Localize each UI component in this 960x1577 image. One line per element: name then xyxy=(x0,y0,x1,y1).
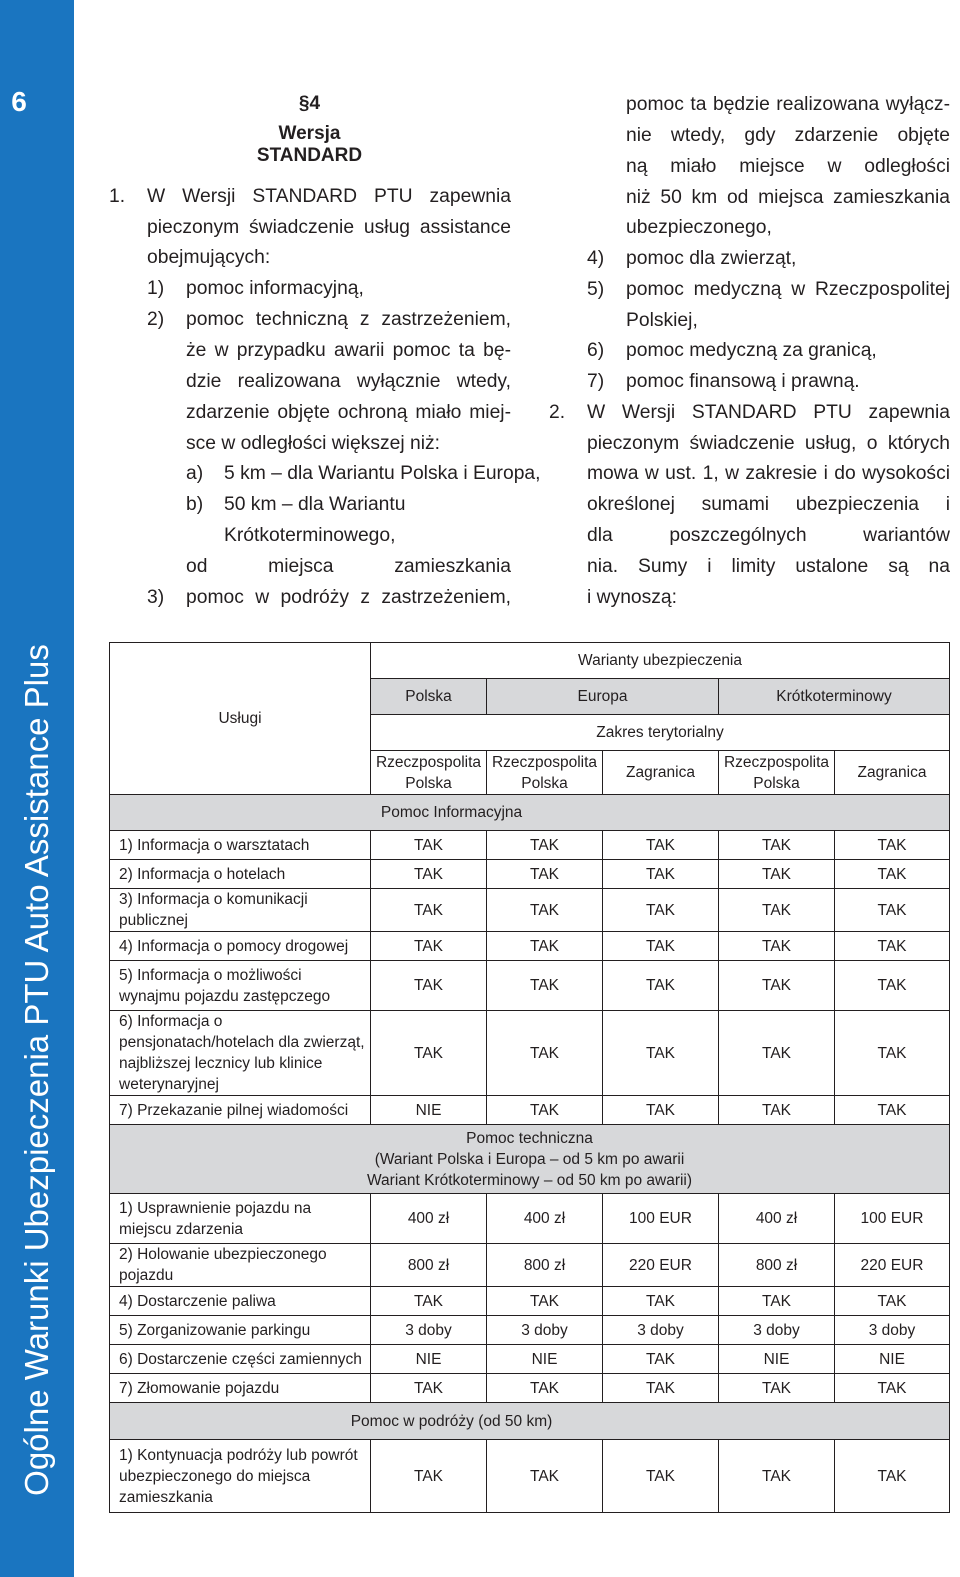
value-cell: 3 doby xyxy=(835,1316,950,1345)
paragraph-line: nie wtedy, gdy zdarzenie objęte xyxy=(626,125,950,146)
value-cell: TAK xyxy=(835,860,950,889)
value-cell: TAK xyxy=(487,889,603,932)
value-cell: TAK xyxy=(371,961,487,1011)
section-title: Wersja STANDARD xyxy=(256,123,363,166)
value-cell: TAK xyxy=(719,932,835,961)
item-marker: 1. xyxy=(109,186,126,207)
value-cell: 100 EUR xyxy=(835,1194,950,1244)
value-cell: 220 EUR xyxy=(835,1244,950,1287)
value-cell: 3 doby xyxy=(603,1316,719,1345)
paragraph-line: że w przypadku awarii pomoc ta bę- xyxy=(186,340,511,361)
paragraph-line: 5 km – dla Wariantu Polska i Europa, xyxy=(224,463,541,484)
value-cell: TAK xyxy=(487,1374,603,1403)
paragraph-line: pomoc medyczną za granicą, xyxy=(626,340,877,361)
value-cell: TAK xyxy=(719,1374,835,1403)
item-marker: 4) xyxy=(587,248,605,269)
section-header: Pomoc Informacyjna xyxy=(110,795,950,831)
services-table xyxy=(109,642,950,1513)
value-cell: NIE xyxy=(719,1345,835,1374)
service-name: 2) Informacja o hotelach xyxy=(110,860,371,889)
value-cell: TAK xyxy=(719,831,835,860)
value-cell: NIE xyxy=(371,1096,487,1125)
sidebar-band xyxy=(0,0,74,1577)
value-cell: 3 doby xyxy=(371,1316,487,1345)
territory-cell: Zagranica xyxy=(603,751,719,795)
value-cell: 800 zł xyxy=(719,1244,835,1287)
paragraph-line: Polskiej, xyxy=(626,310,698,331)
service-name: 2) Holowanie ubezpieczonego pojazdu xyxy=(110,1244,371,1287)
value-cell: TAK xyxy=(487,860,603,889)
value-cell: TAK xyxy=(487,1287,603,1316)
value-cell: NIE xyxy=(835,1345,950,1374)
item-marker: 7) xyxy=(587,371,605,392)
value-cell: TAK xyxy=(603,1011,719,1096)
service-name: 3) Informacja o komunikacji publicznej xyxy=(110,889,371,932)
paragraph-line: zdarzenie objęte ochroną miało miej- xyxy=(186,402,511,423)
paragraph-line: pieczonym świadczenie usług, o których xyxy=(587,433,950,454)
paragraph-line: od miejsca zamieszkania xyxy=(186,556,511,577)
section-number: §4 xyxy=(298,93,321,114)
value-cell: NIE xyxy=(371,1345,487,1374)
paragraph-line: określonej sumami ubezpieczenia i xyxy=(587,494,950,515)
service-name: 1) Informacja o warsztatach xyxy=(110,831,371,860)
paragraph-line: pomoc dla zwierząt, xyxy=(626,248,797,269)
paragraph-line: 50 km – dla Wariantu xyxy=(224,494,406,515)
paragraph-line: dla poszczególnych wariantów xyxy=(587,525,950,546)
value-cell: 100 EUR xyxy=(603,1194,719,1244)
value-cell: NIE xyxy=(487,1345,603,1374)
value-cell: TAK xyxy=(719,1096,835,1125)
section-title-line: (Wariant Polska i Europa – od 5 km po awarii xyxy=(374,1150,685,1168)
value-cell: TAK xyxy=(487,961,603,1011)
paragraph-line: W Wersji STANDARD PTU zapewnia xyxy=(147,186,511,207)
value-cell: TAK xyxy=(487,1440,603,1513)
service-name: 1) Kontynuacja podróży lub powrót ubezpieczonego do miejsca zamieszkania xyxy=(110,1440,371,1513)
paragraph-line: mowa w ust. 1, w zakresie i do wysokości xyxy=(587,463,950,484)
paragraph-line: nia. Sumy i limity ustalone są na xyxy=(587,556,950,577)
paragraph-line: pomoc w podróży z zastrzeżeniem, xyxy=(186,587,511,608)
document-title-vertical: Ogólne Warunki Ubezpieczenia PTU Auto Assistance Plus xyxy=(18,644,55,1496)
variant-header: Krótkoterminowy xyxy=(719,679,950,715)
paragraph-line: pomoc techniczną z zastrzeżeniem, xyxy=(186,309,511,330)
service-name: 5) Zorganizowanie parkingu xyxy=(110,1316,371,1345)
value-cell: 800 zł xyxy=(487,1244,603,1287)
item-marker: 3) xyxy=(147,587,165,608)
value-cell: TAK xyxy=(371,831,487,860)
value-cell: 3 doby xyxy=(487,1316,603,1345)
service-name: 7) Złomowanie pojazdu xyxy=(110,1374,371,1403)
section-header xyxy=(110,1125,950,1194)
page-number: 6 xyxy=(11,86,27,117)
value-cell: TAK xyxy=(371,1287,487,1316)
item-marker: a) xyxy=(186,463,204,484)
services-header-cell: Usługi xyxy=(110,643,371,795)
value-cell: TAK xyxy=(835,1287,950,1316)
value-cell: TAK xyxy=(371,889,487,932)
value-cell: TAK xyxy=(835,831,950,860)
value-cell: TAK xyxy=(603,831,719,860)
value-cell: TAK xyxy=(719,1287,835,1316)
item-marker: 6) xyxy=(587,340,605,361)
section-header: Pomoc w podróży (od 50 km) xyxy=(110,1403,950,1440)
service-name: 6) Informacja o pensjonatach/hotelach dla zwierząt, najbliższej lecznicy lub klinice weterynaryjnej xyxy=(110,1011,371,1096)
territory-cell: Rzeczpospolita Polska xyxy=(487,751,603,795)
value-cell: TAK xyxy=(603,1440,719,1513)
value-cell: TAK xyxy=(719,860,835,889)
item-marker: 2) xyxy=(147,309,165,330)
value-cell: TAK xyxy=(835,889,950,932)
paragraph-line: Krótkoterminowego, xyxy=(224,525,396,546)
paragraph-line: dzie realizowana wyłącznie wtedy, xyxy=(186,371,511,392)
service-name: 4) Dostarczenie paliwa xyxy=(110,1287,371,1316)
value-cell: TAK xyxy=(603,1096,719,1125)
section-title-line: Pomoc techniczna xyxy=(466,1129,593,1147)
value-cell: TAK xyxy=(719,889,835,932)
value-cell: TAK xyxy=(719,1011,835,1096)
value-cell: TAK xyxy=(371,1440,487,1513)
value-cell: TAK xyxy=(835,1374,950,1403)
value-cell: TAK xyxy=(603,932,719,961)
paragraph-line: pieczonym świadczenie usług assistance xyxy=(147,217,511,238)
value-cell: TAK xyxy=(371,1374,487,1403)
value-cell: TAK xyxy=(371,860,487,889)
value-cell: 220 EUR xyxy=(603,1244,719,1287)
item-marker: b) xyxy=(186,494,204,515)
value-cell: TAK xyxy=(371,932,487,961)
paragraph-line: obejmujących: xyxy=(147,247,271,268)
value-cell: 800 zł xyxy=(371,1244,487,1287)
value-cell: TAK xyxy=(487,831,603,860)
value-cell: TAK xyxy=(487,1011,603,1096)
value-cell: TAK xyxy=(371,1011,487,1096)
value-cell: TAK xyxy=(835,1440,950,1513)
paragraph-line: sce w odległości większej niż: xyxy=(186,433,440,454)
variant-header: Europa xyxy=(487,679,719,715)
value-cell: TAK xyxy=(603,961,719,1011)
service-name: 6) Dostarczenie części zamiennych xyxy=(110,1345,371,1374)
value-cell: 400 zł xyxy=(371,1194,487,1244)
value-cell: TAK xyxy=(487,932,603,961)
paragraph-line: pomoc finansową i prawną. xyxy=(626,371,860,392)
section-title-line: Wariant Krótkoterminowy – od 50 km po awarii) xyxy=(366,1171,693,1189)
value-cell: TAK xyxy=(603,1345,719,1374)
service-name: 5) Informacja o możliwości wynajmu pojazdu zastępczego xyxy=(110,961,371,1011)
paragraph-line: i wynoszą: xyxy=(587,587,678,608)
territory-cell: Rzeczpospolita Polska xyxy=(719,751,835,795)
value-cell: TAK xyxy=(835,1096,950,1125)
paragraph-line: pomoc ta będzie realizowana wyłącz- xyxy=(626,94,950,115)
paragraph-line: ną miało miejsce w odległości xyxy=(626,156,950,177)
paragraph-line: ubezpieczonego, xyxy=(626,217,772,238)
value-cell: TAK xyxy=(719,1440,835,1513)
variant-header: Polska xyxy=(371,679,487,715)
paragraph-line: pomoc informacyjną, xyxy=(186,278,364,299)
value-cell: 400 zł xyxy=(719,1194,835,1244)
paragraph-line: W Wersji STANDARD PTU zapewnia xyxy=(587,402,950,423)
value-cell: TAK xyxy=(719,961,835,1011)
paragraph-line: pomoc medyczną w Rzeczpospolitej xyxy=(626,279,950,300)
service-name: 4) Informacja o pomocy drogowej xyxy=(110,932,371,961)
value-cell: TAK xyxy=(835,932,950,961)
value-cell: TAK xyxy=(603,889,719,932)
item-marker: 5) xyxy=(587,279,605,300)
territory-cell: Zagranica xyxy=(835,751,950,795)
value-cell: TAK xyxy=(603,1287,719,1316)
variants-header: Warianty ubezpieczenia xyxy=(371,643,950,679)
value-cell: TAK xyxy=(487,1096,603,1125)
value-cell: 400 zł xyxy=(487,1194,603,1244)
item-marker: 2. xyxy=(549,402,566,423)
value-cell: TAK xyxy=(835,961,950,1011)
paragraph-line: niż 50 km od miejsca zamieszkania xyxy=(626,187,950,208)
territory-cell: Rzeczpospolita Polska xyxy=(371,751,487,795)
service-name: 1) Usprawnienie pojazdu na miejscu zdarzenia xyxy=(110,1194,371,1244)
territory-header: Zakres terytorialny xyxy=(371,715,950,751)
value-cell: 3 doby xyxy=(719,1316,835,1345)
service-name: 7) Przekazanie pilnej wiadomości xyxy=(110,1096,371,1125)
value-cell: TAK xyxy=(603,860,719,889)
value-cell: TAK xyxy=(603,1374,719,1403)
item-marker: 1) xyxy=(147,278,165,299)
value-cell: TAK xyxy=(835,1011,950,1096)
